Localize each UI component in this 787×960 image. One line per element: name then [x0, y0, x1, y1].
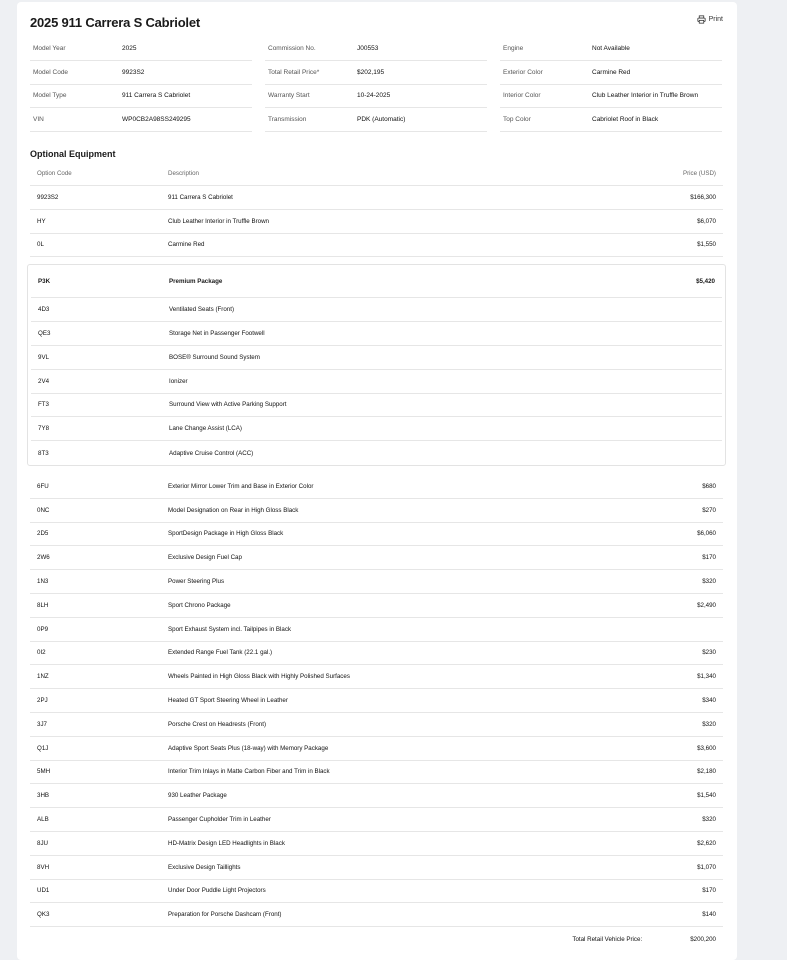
option-code: 8JU — [37, 839, 49, 847]
option-price: $230 — [702, 649, 716, 657]
package-description: Premium Package — [169, 277, 223, 285]
option-code: 0I2 — [37, 649, 46, 657]
spec-value: Not Available — [592, 44, 630, 52]
option-description: Club Leather Interior in Truffle Brown — [168, 217, 269, 225]
rows-after-package — [30, 475, 723, 927]
spec-label: Exterior Color — [503, 68, 543, 76]
spec-row-exterior-color — [500, 61, 722, 85]
option-price: $680 — [702, 482, 716, 490]
option-description: HD-Matrix Design LED Headlights in Black — [168, 839, 285, 847]
spec-label: Interior Color — [503, 92, 541, 100]
option-price: $170 — [702, 554, 716, 562]
option-price: $320 — [702, 720, 716, 728]
option-price: $340 — [702, 697, 716, 705]
option-code: 7Y8 — [38, 425, 50, 433]
option-description: Preparation for Porsche Dashcam (Front) — [168, 911, 282, 919]
option-price: $2,180 — [697, 768, 716, 776]
header-option-code: Option Code — [37, 170, 72, 177]
option-description: Exclusive Design Fuel Cap — [168, 554, 242, 562]
table-row — [31, 322, 722, 346]
spec-label: Total Retail Price* — [268, 68, 320, 76]
vehicle-spec-card — [17, 2, 737, 960]
spec-row-commission — [265, 37, 487, 61]
spec-label: Model Year — [33, 44, 66, 52]
option-price: $270 — [702, 506, 716, 514]
option-code: 2W6 — [37, 554, 50, 562]
premium-package-group — [27, 264, 726, 466]
table-row — [30, 856, 723, 880]
table-row — [31, 346, 722, 370]
option-code: 2D5 — [37, 530, 49, 538]
spec-row-model-type — [30, 85, 252, 109]
option-code: 0L — [37, 241, 44, 249]
total-label: Total Retail Vehicle Price: — [572, 935, 643, 943]
table-row — [30, 546, 723, 570]
option-description: Lane Change Assist (LCA) — [169, 425, 242, 433]
spec-row-model-year — [30, 37, 252, 61]
option-code: 2PJ — [37, 697, 48, 705]
spec-label: Top Color — [503, 116, 531, 124]
spec-value: 10-24-2025 — [357, 92, 391, 100]
table-row — [30, 642, 723, 666]
page-title: 2025 911 Carrera S Cabriolet — [30, 15, 201, 30]
option-code: 8T3 — [38, 449, 49, 457]
rows-before-package — [30, 186, 723, 257]
table-row — [31, 298, 722, 322]
spec-row-vin — [30, 108, 252, 132]
total-row — [30, 927, 723, 951]
table-row — [30, 523, 723, 547]
option-code: ALB — [37, 816, 49, 824]
spec-row-retail-price — [265, 61, 487, 85]
spec-value: 911 Carrera S Cabriolet — [122, 92, 191, 100]
table-row — [30, 594, 723, 618]
spec-column-3 — [500, 37, 722, 132]
option-code: 0P9 — [37, 625, 49, 633]
option-price: $170 — [702, 887, 716, 895]
section-title-optional-equipment: Optional Equipment — [30, 149, 116, 159]
spec-row-warranty-start — [265, 85, 487, 109]
option-price: $1,340 — [697, 673, 716, 681]
table-row — [30, 784, 723, 808]
table-row — [31, 441, 722, 465]
package-header-row — [31, 265, 722, 298]
option-code: QK3 — [37, 911, 50, 919]
table-row — [30, 880, 723, 904]
option-code: UD1 — [37, 887, 50, 895]
option-code: 8VH — [37, 863, 50, 871]
table-row — [30, 234, 723, 258]
spec-label: Engine — [503, 44, 524, 52]
spec-value: 9923S2 — [122, 68, 145, 76]
spec-row-top-color — [500, 108, 722, 132]
spec-value: WP0CB2A98SS249295 — [122, 116, 191, 124]
option-price: $6,060 — [697, 530, 716, 538]
spec-value: Carmine Red — [592, 68, 631, 76]
table-row — [30, 737, 723, 761]
spec-row-interior-color — [500, 85, 722, 109]
option-description: Ionizer — [169, 377, 188, 385]
print-label: Print — [708, 16, 723, 23]
table-row — [30, 618, 723, 642]
spec-value: Club Leather Interior in Truffle Brown — [592, 92, 699, 100]
option-code: FT3 — [38, 401, 50, 409]
option-description: Porsche Crest on Headrests (Front) — [168, 720, 267, 728]
print-button[interactable] — [697, 15, 723, 24]
option-price: $320 — [702, 816, 716, 824]
table-row — [30, 808, 723, 832]
table-row — [30, 713, 723, 737]
spec-value: PDK (Automatic) — [357, 116, 406, 124]
option-price: $2,490 — [697, 601, 716, 609]
table-row — [30, 499, 723, 523]
option-description: Passenger Cupholder Trim in Leather — [168, 816, 271, 824]
option-code: 0NC — [37, 506, 50, 514]
spec-label: Model Code — [33, 68, 69, 76]
option-code: 9923S2 — [37, 193, 59, 201]
option-description: Sport Exhaust System incl. Tailpipes in Black — [168, 625, 292, 633]
option-code: 9VL — [38, 353, 50, 361]
option-code: 8LH — [37, 601, 49, 609]
table-row — [30, 689, 723, 713]
option-description: Heated GT Sport Steering Wheel in Leather — [168, 697, 288, 705]
spec-label: Model Type — [33, 92, 67, 100]
table-row — [30, 903, 723, 927]
total-value: $200,200 — [690, 935, 716, 943]
package-code: P3K — [38, 277, 51, 285]
option-code: 1N3 — [37, 578, 49, 586]
option-price: $166,300 — [690, 193, 716, 201]
spec-row-transmission — [265, 108, 487, 132]
option-description: Exterior Mirror Lower Trim and Base in Exterior Color — [168, 482, 314, 490]
option-description: Exclusive Design Taillights — [168, 863, 241, 871]
spec-value: J00553 — [357, 44, 379, 52]
printer-icon — [697, 15, 706, 24]
spec-label: Transmission — [268, 116, 307, 124]
package-items — [31, 298, 722, 465]
option-price: $140 — [702, 911, 716, 919]
spec-label: Warranty Start — [268, 92, 310, 100]
option-description: Power Steering Plus — [168, 578, 225, 586]
spec-value: Cabriolet Roof in Black — [592, 116, 659, 124]
option-description: 930 Leather Package — [168, 792, 227, 800]
option-code: 6FU — [37, 482, 49, 490]
table-row — [30, 475, 723, 499]
option-price: $1,070 — [697, 863, 716, 871]
option-price: $1,540 — [697, 792, 716, 800]
spec-grid — [30, 37, 723, 132]
table-row — [30, 186, 723, 210]
option-description: Adaptive Cruise Control (ACC) — [169, 449, 254, 457]
option-code: HY — [37, 217, 46, 225]
table-row — [30, 832, 723, 856]
equipment-table — [30, 162, 723, 951]
table-row — [30, 210, 723, 234]
option-code: Q1J — [37, 744, 49, 752]
spec-label: Commission No. — [268, 44, 316, 52]
spec-column-2 — [265, 37, 487, 132]
option-description: Wheels Painted in High Gloss Black with Highly Polished Surfaces — [168, 673, 350, 681]
option-price: $320 — [702, 578, 716, 586]
option-description: Storage Net in Passenger Footwell — [169, 330, 265, 338]
option-description: SportDesign Package in High Gloss Black — [168, 530, 284, 538]
header-description: Description — [168, 170, 199, 177]
option-description: Model Designation on Rear in High Gloss Black — [168, 506, 299, 514]
table-row — [30, 761, 723, 785]
option-description: Under Door Puddle Light Projectors — [168, 887, 266, 895]
option-code: 3J7 — [37, 720, 47, 728]
header-price: Price (USD) — [682, 170, 716, 177]
option-code: QE3 — [38, 330, 51, 338]
spec-row-engine — [500, 37, 722, 61]
spec-row-model-code — [30, 61, 252, 85]
package-price: $5,420 — [696, 277, 715, 285]
option-description: Sport Chrono Package — [168, 601, 231, 609]
option-code: 5MH — [37, 768, 51, 776]
option-price: $3,600 — [697, 744, 716, 752]
table-row — [30, 665, 723, 689]
option-code: 3HB — [37, 792, 50, 800]
option-description: BOSE® Surround Sound System — [169, 353, 260, 361]
table-row — [30, 570, 723, 594]
option-description: Surround View with Active Parking Support — [169, 401, 287, 409]
option-description: Adaptive Sport Seats Plus (18-way) with Memory Package — [168, 744, 329, 752]
option-price: $6,070 — [697, 217, 716, 225]
spec-column-1 — [30, 37, 252, 132]
option-description: Carmine Red — [168, 241, 205, 249]
option-code: 4D3 — [38, 306, 50, 314]
spec-value: $202,195 — [357, 68, 385, 76]
option-code: 1NZ — [37, 673, 49, 681]
option-code: 2V4 — [38, 377, 50, 385]
option-price: $1,550 — [697, 241, 716, 249]
spec-label: VIN — [33, 116, 44, 124]
table-header — [30, 162, 723, 186]
option-description: Ventilated Seats (Front) — [169, 306, 235, 314]
spec-value: 2025 — [122, 44, 137, 52]
option-description: Extended Range Fuel Tank (22.1 gal.) — [168, 649, 273, 657]
option-description: 911 Carrera S Cabriolet — [168, 193, 233, 201]
table-row — [31, 370, 722, 394]
table-row — [31, 417, 722, 441]
option-price: $2,620 — [697, 839, 716, 847]
option-description: Interior Trim Inlays in Matte Carbon Fiber and Trim in Black — [168, 768, 330, 776]
table-row — [31, 394, 722, 418]
